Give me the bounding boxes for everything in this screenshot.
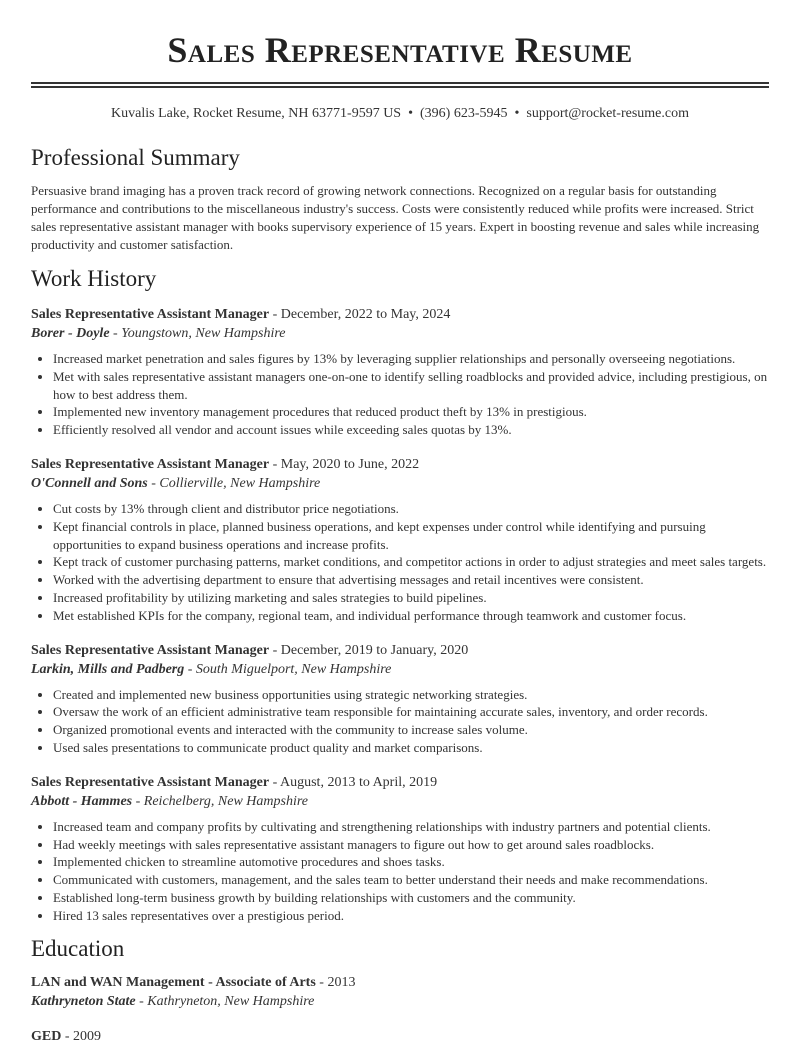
job-entry [31,305,769,439]
job-entry [31,455,769,625]
duty-item: • Kept financial controls in place, planned business operations, and kept expenses under control while identifying and pursuing opportunities to expand business operations and increase profits. [53,518,769,554]
duty-item: • Increased market penetration and sales figures by 13% by leveraging supplier relationships and personally overseeing negotiations. [53,350,769,368]
title-rule-bottom [31,86,769,88]
duty-list [31,500,769,625]
job-dates: - May, 2020 to June, 2022 [269,456,420,472]
job-header [31,773,769,792]
company-location: - South Miguelport, New Hampshire [184,661,392,677]
school-header [31,992,769,1011]
degree-year: - 2009 [61,1028,102,1044]
job-header [31,641,769,660]
contact-line [31,104,769,124]
duty-item: • Implemented new inventory management procedures that reduced product theft by 13% in prestigious. [53,403,769,421]
duty-list [31,350,769,439]
company-header [31,324,769,343]
summary-text: Persuasive brand imaging has a proven track record of growing network connections. Recognized on a regular basis for outstanding performance and contributions to the miscellaneous industry's success. Costs were consistently reduced while profits were increased. Strict sales representative assistant manager with books supervisory experience of 15 years. Expert in boosting revenue and sales while increasing productivity and customer satisfaction. [31,183,760,252]
contact-address: Kuvalis Lake, Rocket Resume, NH 63771-9597 US [111,106,402,121]
duty-item: • Met with sales representative assistant managers one-on-one to identify selling roadblocks and provided advice, including prestigious, on how to best address them. [53,368,769,404]
degree-year: - 2013 [315,974,356,990]
duty-item: • Oversaw the work of an efficient administrative team responsible for maintaining accurate sales, inventory, and order records. [53,703,769,721]
duty-item: • Cut costs by 13% through client and distributor price negotiations. [53,500,769,518]
duty-item: • Used sales presentations to communicate product quality and market comparisons. [53,739,769,757]
job-dates: - December, 2019 to January, 2020 [269,642,469,658]
duty-item: • Implemented chicken to streamline automotive procedures and shoes tasks. [53,853,769,871]
duty-item: • Organized promotional events and interacted with the community to increase sales volume. [53,721,769,739]
duty-item: • Communicated with customers, management, and the sales team to better understand their needs and make recommendations. [53,871,769,889]
duty-item: • Established long-term business growth by building relationships with customers and the community. [53,889,769,907]
summary-heading: Professional Summary [31,145,240,170]
job-entry [31,641,769,757]
contact-phone: (396) 623-5945 [420,106,508,121]
degree-header [31,973,769,992]
duty-item: • Worked with the advertising department to ensure that advertising messages and retail incentives were consistent. [53,571,769,589]
school-name: Kathryneton State [31,993,136,1009]
company-header [31,660,769,679]
contact-separator: • [408,106,413,121]
job-title: Sales Representative Assistant Manager [31,307,270,322]
company-name: Larkin, Mills and Padberg [31,661,185,677]
company-header [31,792,769,811]
contact-separator: • [514,106,520,121]
duty-list [31,818,769,925]
duty-list [31,686,769,757]
company-location: - Collierville, New Hampshire [147,475,321,491]
job-title: Sales Representative Assistant Manager [31,642,270,658]
job-header [31,455,769,474]
duty-item: • Increased profitability by utilizing marketing and sales strategies to build pipelines. [53,589,769,607]
school-location: - Kathryneton, New Hampshire [135,993,315,1009]
duty-item: • Created and implemented new business opportunities using strategic networking strategies. [53,686,769,704]
company-name: Abbott - Hammes [31,793,133,809]
duty-item: • Met established KPIs for the company, regional team, and individual performance through teamwork and customer focus. [53,607,769,625]
company-name: Borer - Doyle [31,326,110,341]
duty-item: • Had weekly meetings with sales representative assistant managers to figure out how to get around sales roadblocks. [53,836,769,854]
company-location: - Reichelberg, New Hampshire [132,793,308,809]
job-dates: - December, 2022 to May, 2024 [269,307,451,322]
company-header [31,474,769,493]
degree-name: LAN and WAN Management - Associate of Arts [31,974,316,990]
contact-email: support@rocket-resume.com [526,106,689,121]
resume-title: Sales Representative Resume [167,30,633,70]
duty-item: • Kept track of customer purchasing patterns, market conditions, and competitor actions in order to adjust strategies and meet sales targets. [53,553,769,571]
degree-name: GED [31,1028,62,1044]
job-header [31,305,769,324]
education-entry [31,1027,769,1046]
job-title: Sales Representative Assistant Manager [31,456,270,472]
company-location: - Youngstown, New Hampshire [109,326,286,341]
duty-item: • Hired 13 sales representatives over a prestigious period. [53,907,769,925]
degree-header [31,1027,769,1046]
duty-item: • Efficiently resolved all vendor and account issues while exceeding sales quotas by 13%. [53,421,769,439]
job-title: Sales Representative Assistant Manager [31,774,270,790]
company-name: O'Connell and Sons [31,475,148,491]
job-dates: - August, 2013 to April, 2019 [269,774,438,790]
education-entry [31,973,769,1011]
title-rule-top [31,82,769,84]
duty-item: • Increased team and company profits by cultivating and strengthening relationships with industry partners and potential clients. [53,818,769,836]
job-entry [31,773,769,925]
work-history-heading: Work History [31,266,157,291]
education-heading: Education [31,935,125,961]
